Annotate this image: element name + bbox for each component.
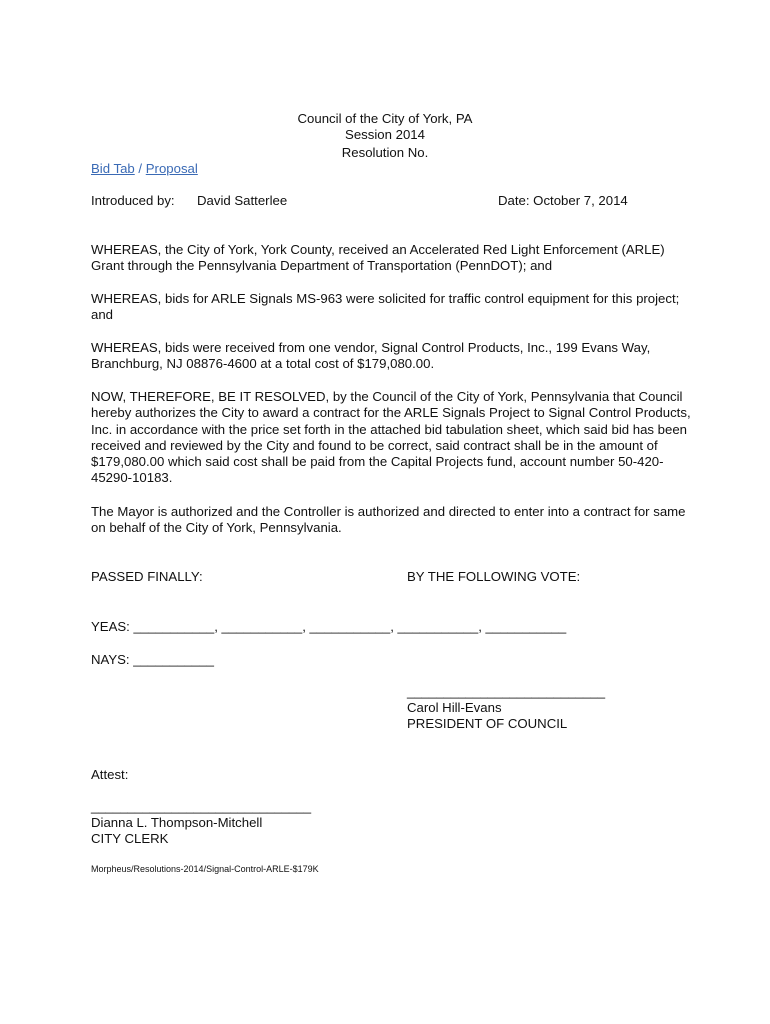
link-separator: / xyxy=(134,161,146,176)
attest-label: Attest: xyxy=(91,767,129,782)
session-title: Session 2014 xyxy=(345,127,425,142)
following-vote-label: BY THE FOLLOWING VOTE: xyxy=(407,569,581,584)
president-name: Carol Hill-Evans xyxy=(407,700,502,715)
president-title: PRESIDENT OF COUNCIL xyxy=(407,716,568,731)
clerk-name: Dianna L. Thompson-Mitchell xyxy=(91,815,263,830)
whereas-paragraph-2: WHEREAS, bids for ARLE Signals MS-963 were solicited for traffic control equipment for this project; and xyxy=(91,291,680,323)
proposal-link[interactable]: Proposal xyxy=(145,161,198,176)
resolved-paragraph: NOW, THEREFORE, BE IT RESOLVED, by the Council of the City of York, Pennsylvania that Council hereby authorizes the City to award a contract for the ARLE Signals Project to Signal Control Products, Inc. in accordance with the price set forth in the attached bid tabulation sheet, which said bid has been received and reviewed by the City and found to be correct, said contract shall be in the amount of $179,080.00 which said cost shall be paid from the Capital Projects fund, account number 50-420-45290-10183. xyxy=(91,389,691,486)
nays-line: NAYS: ___________ xyxy=(91,652,214,667)
introduced-by-label: Introduced by: xyxy=(91,193,175,208)
resolution-date: Date: October 7, 2014 xyxy=(498,193,628,208)
clerk-signature-line: ______________________________ xyxy=(91,799,312,814)
resolution-number: Resolution No. xyxy=(341,145,429,160)
whereas-paragraph-3: WHEREAS, bids were received from one vendor, Signal Control Products, Inc., 199 Evans Way, Branchburg, NJ 08876-4600 at a total cost of $179,080.00. xyxy=(91,340,651,372)
mayor-paragraph: The Mayor is authorized and the Controller is authorized and directed to enter into a contract for same on behalf of the City of York, Pennsylvania. xyxy=(91,504,686,536)
yeas-line: YEAS: ___________, ___________, ___________, ___________, ___________ xyxy=(91,619,567,634)
document-path-footer: Morpheus/Resolutions-2014/Signal-Control-ARLE-$179K xyxy=(91,864,319,874)
bid-tab-link[interactable]: Bid Tab xyxy=(91,161,135,176)
president-signature-line: ___________________________ xyxy=(407,684,606,699)
clerk-title: CITY CLERK xyxy=(91,831,169,846)
passed-finally-label: PASSED FINALLY: xyxy=(91,569,203,584)
introduced-by-name: David Satterlee xyxy=(197,193,288,208)
attachment-links xyxy=(91,161,198,176)
council-title: Council of the City of York, PA xyxy=(297,111,473,126)
whereas-paragraph-1: WHEREAS, the City of York, York County, received an Accelerated Red Light Enforcement (ARLE) Grant through the Pennsylvania Department of Transportation (PennDOT); and xyxy=(91,242,665,274)
